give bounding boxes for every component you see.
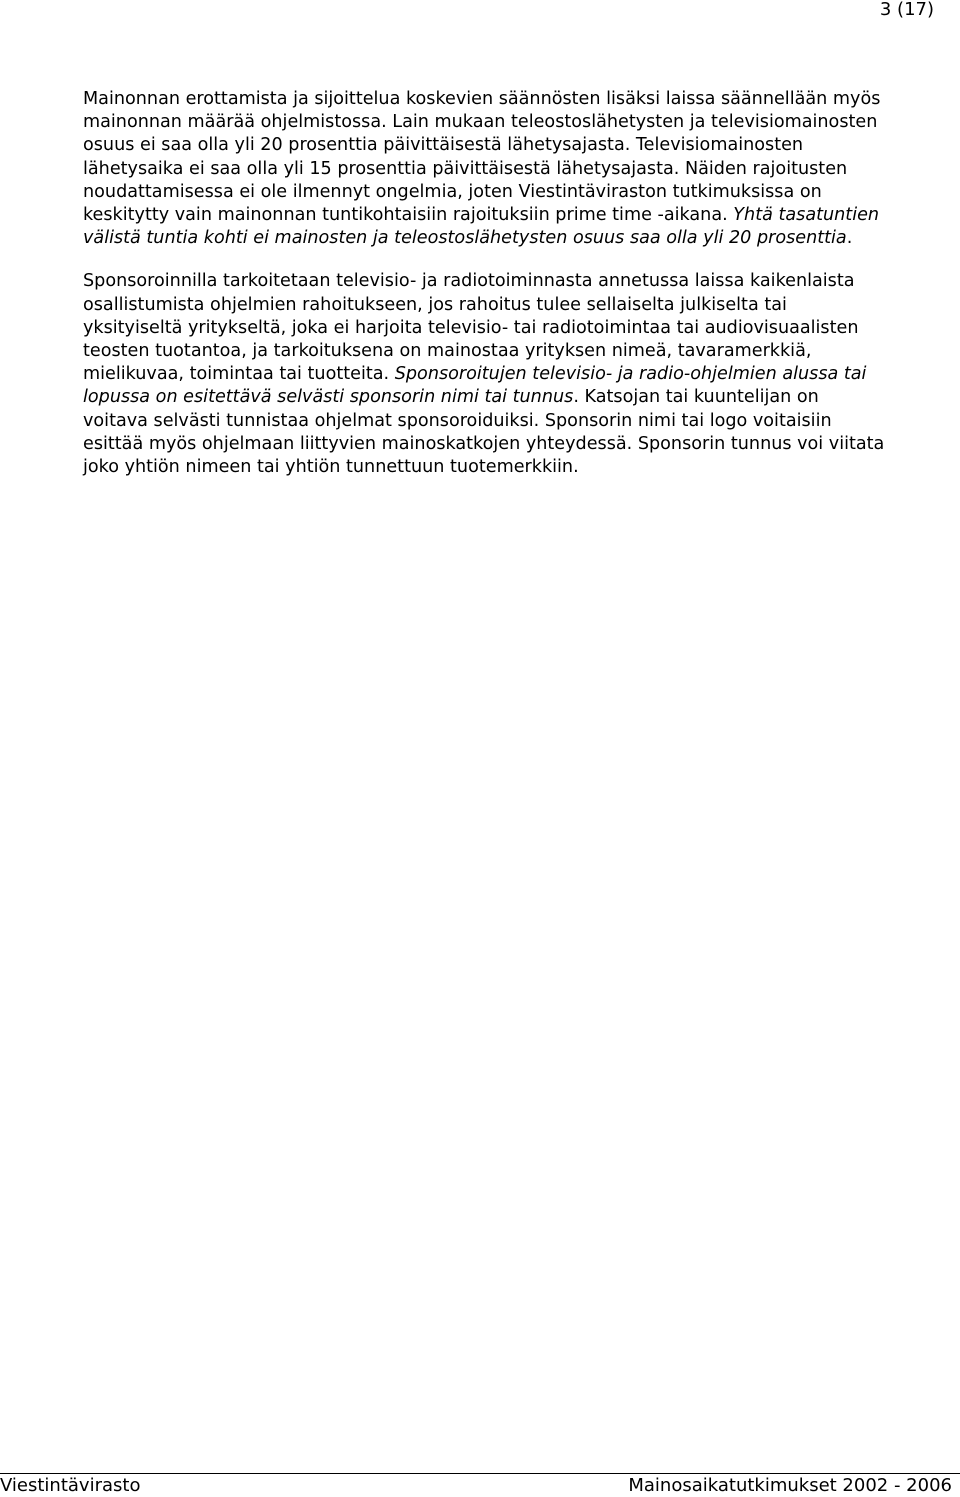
text-segment: lähetysaika ei saa olla yli 15 prosenttia päivittäisestä lähetysajasta. Näiden rajoitusten — [83, 158, 848, 179]
text-segment: Sponsoroinnilla tarkoitetaan televisio- ja radiotoiminnasta annetussa laissa kaikenlaista — [83, 271, 855, 292]
text-line — [83, 386, 960, 409]
italic-text-segment: Sponsoroitujen televisio- ja radio-ohjelmien alussa tai — [394, 364, 867, 385]
text-line — [83, 294, 960, 317]
footer-divider — [0, 1473, 960, 1474]
text-segment: Mainonnan erottamista ja sijoittelua koskevien säännösten lisäksi laissa säännellään myös — [83, 89, 881, 109]
text-segment: joko yhtiön nimeen tai yhtiön tunnettuun tuotemerkkiin. — [83, 457, 579, 478]
text-line — [83, 181, 960, 204]
page-number: 3 (17) — [879, 0, 934, 20]
text-line — [83, 270, 960, 293]
footer-publisher: Viestintävirasto — [0, 1475, 141, 1496]
text-segment: osuus ei saa olla yli 20 prosenttia päivittäisestä lähetysajasta. Televisiomainosten — [83, 135, 804, 156]
text-segment: keskitytty vain mainonnan tuntikohtaisiin rajoituksiin prime time -aikana. — [83, 205, 734, 226]
text-line — [83, 227, 960, 250]
text-line — [83, 410, 960, 433]
paragraph-sponsorship — [83, 270, 960, 479]
text-line — [83, 363, 960, 386]
footer-report-title: Mainosaikatutkimukset 2002 - 2006 — [628, 1475, 952, 1496]
text-line — [83, 134, 960, 157]
text-segment: noudattamisessa ei ole ilmennyt ongelmia, joten Viestintäviraston tutkimuksissa on — [83, 181, 822, 202]
text-segment: teosten tuotantoa, ja tarkoituksena on mainostaa yrityksen nimeä, tavaramerkkiä, — [83, 341, 812, 362]
text-segment: osallistumista ohjelmien rahoitukseen, jos rahoitus tulee sellaiselta julkiselta tai — [83, 294, 787, 315]
text-segment: esittää myös ohjelmaan liittyvien mainoskatkojen yhteydessä. Sponsorin tunnus voi viitata — [83, 433, 885, 454]
text-segment: . — [846, 228, 853, 249]
text-segment: . Katsojan tai kuuntelijan on — [573, 387, 819, 408]
text-line — [83, 88, 960, 111]
italic-text-segment: lopussa on esitettävä selvästi sponsorin nimi tai tunnus — [83, 387, 574, 408]
text-segment: voitava selvästi tunnistaa ohjelmat sponsoroiduiksi. Sponsorin nimi tai logo voitaisiin — [83, 410, 832, 431]
text-line — [83, 204, 960, 227]
text-line — [83, 317, 960, 340]
text-line — [83, 111, 960, 134]
document-body — [83, 88, 960, 479]
text-line — [83, 433, 960, 456]
paragraph-advertising-limits — [83, 88, 960, 250]
text-line — [83, 158, 960, 181]
text-line — [83, 340, 960, 363]
text-line — [83, 456, 960, 479]
italic-text-segment: välistä tuntia kohti ei mainosten ja teleostoslähetysten osuus saa olla yli 20 prosenttia — [83, 228, 847, 249]
text-segment: yksityiseltä yritykseltä, joka ei harjoita televisio- tai radiotoimintaa tai audiovisuaalisten — [83, 317, 859, 338]
italic-text-segment: Yhtä tasatuntien — [733, 205, 880, 226]
text-segment: mielikuvaa, toimintaa tai tuotteita. — [83, 364, 395, 385]
text-segment: mainonnan määrää ohjelmistossa. Lain mukaan teleostoslähetysten ja televisiomainosten — [83, 112, 878, 133]
